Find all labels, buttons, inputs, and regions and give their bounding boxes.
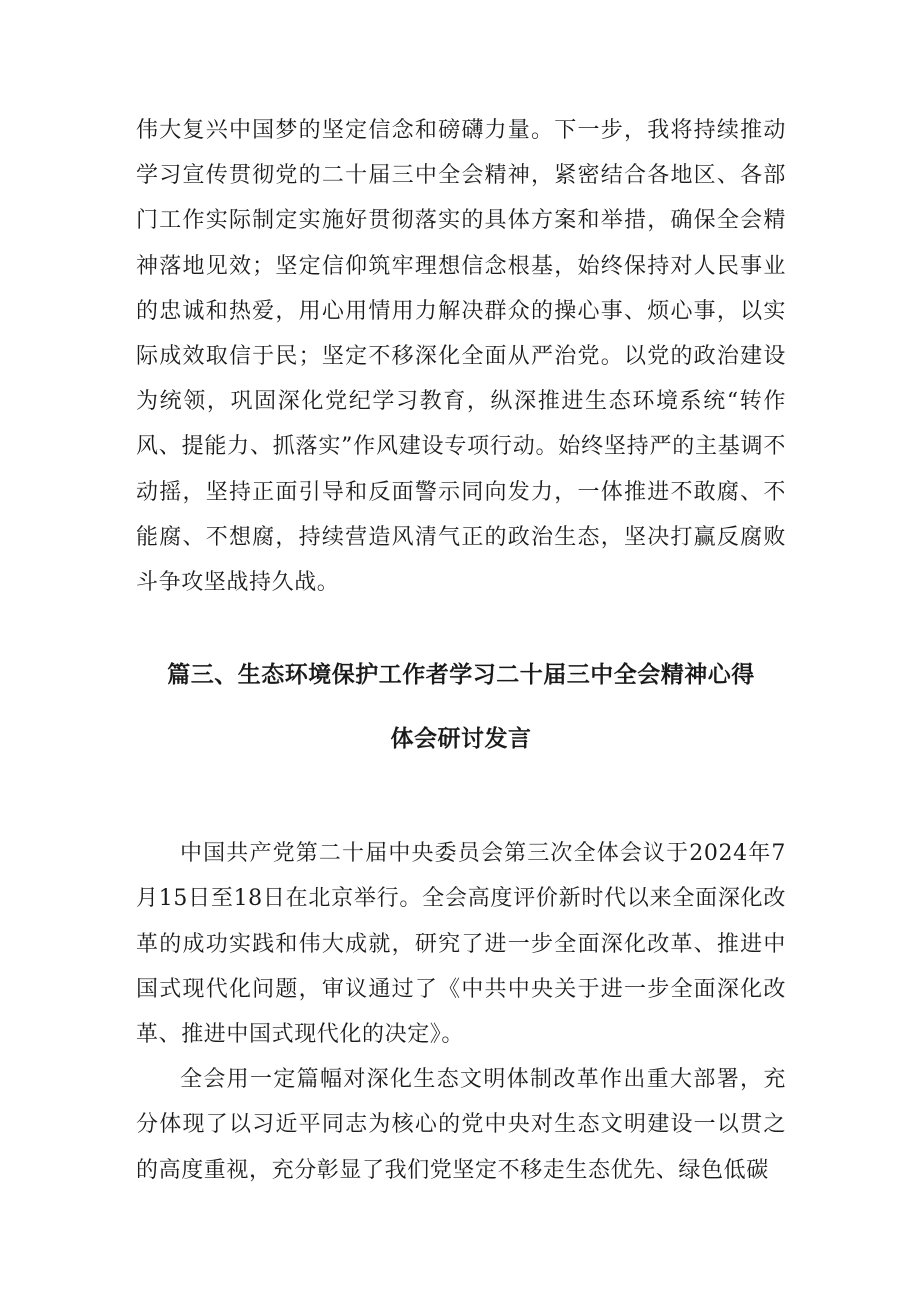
- body-paragraph-2: 全会用一定篇幅对深化生态文明体制改革作出重大部署，充分体现了以习近平同志为核心的党中央对生态文明建设一以贯之的高度重视，充分彰显了我们党坚定不移走生态优先、绿色低碳: [136, 1067, 786, 1183]
- document-body: [136, 108, 786, 1193]
- section-title-line-1: 篇三、生态环境保护工作者学习二十届三中全会精神心得: [167, 662, 755, 689]
- continued-paragraph: 伟大复兴中国梦的坚定信念和磅礴力量。下一步，我将持续推动学习宣传贯彻党的二十届三中全会精神，紧密结合各地区、各部门工作实际制定实施好贯彻落实的具体方案和举措，确保全会精神落地见效；坚定信仰筑牢理想信念根基，始终保持对人民事业的忠诚和热爱，用心用情用力解决群众的操心事、烦心事，以实际成效取信于民；坚定不移深化全面从严治党。以党的政治建设为统领，巩固深化党纪学习教育，纵深推进生态环境系统“转作风、提能力、抓落实”作风建设专项行动。始终坚持严的主基调不动摇，坚持正面引导和反面警示同向发力，一体推进不敢腐、不能腐、不想腐，持续营造风清气正的政治生态，坚决打赢反腐败斗争攻坚战持久战。: [136, 118, 786, 596]
- section-spacer: [136, 771, 786, 831]
- section-title-line-2: 体会研讨发言: [390, 726, 532, 753]
- body-paragraph-1: 中国共产党第二十届中央委员会第三次全体会议于2024年7月15日至18日在北京举行。全会高度评价新时代以来全面深化改革的成功实践和伟大成就，研究了进一步全面深化改革、推进中国式现代化问题，审议通过了《中共中央关于进一步全面深化改革、推进中国式现代化的决定》。: [136, 841, 786, 1048]
- section-title: [136, 643, 786, 771]
